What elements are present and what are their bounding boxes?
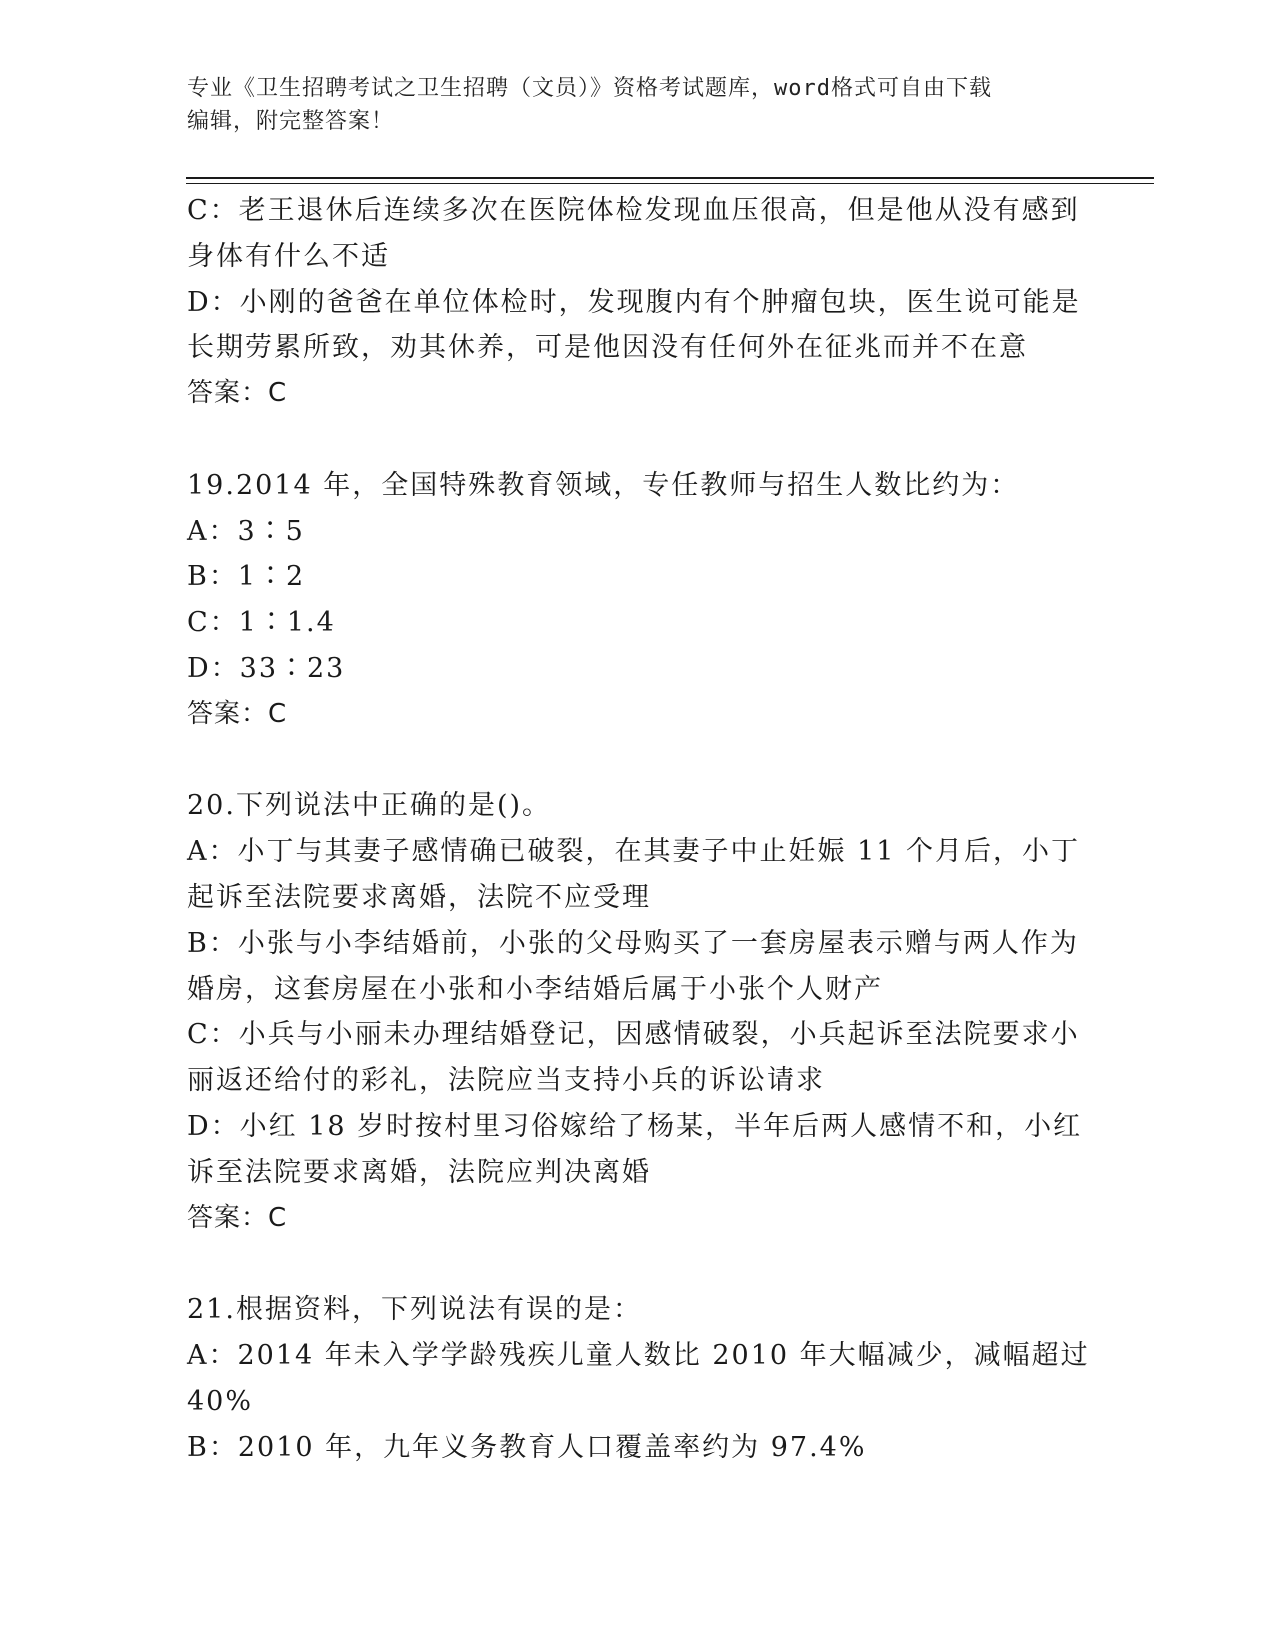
header-line-1: 专业《卫生招聘考试之卫生招聘（文员）》资格考试题库，word格式可自由下载 (187, 76, 992, 101)
option-a-line-2: 起诉至法院要求离婚，法院不应受理 (187, 881, 651, 913)
question-stem: 21.根据资料，下列说法有误的是： (187, 1294, 642, 1326)
answer-line: 答案：C (187, 698, 288, 729)
spacer (187, 417, 1087, 463)
option-d-line-1: D：小刚的爸爸在单位体检时，发现腹内有个肿瘤包块，医生说可能是 (187, 286, 1081, 318)
option-d-line-1: D：小红 18 岁时按村里习俗嫁给了杨某，半年后两人感情不和，小红 (187, 1110, 1083, 1142)
header-line-2: 编辑，附完整答案！ (187, 109, 395, 134)
option-d: D：33∶23 (187, 652, 346, 684)
question-block (187, 188, 1087, 417)
question-stem: 20.下列说法中正确的是()。 (187, 790, 552, 822)
option-c-line-2: 身体有什么不适 (187, 240, 390, 272)
option-a-line-2: 40% (187, 1385, 254, 1417)
option-b-line-2: 婚房，这套房屋在小张和小李结婚后属于小张个人财产 (187, 973, 883, 1005)
option-d-line-2: 长期劳累所致，劝其休养，可是他因没有任何外在征兆而并不在意 (187, 332, 1028, 364)
option-a: A：3∶5 (187, 515, 305, 547)
option-d-line-2: 诉至法院要求离婚，法院应判决离婚 (187, 1156, 651, 1188)
spacer (187, 1241, 1087, 1287)
option-b: B：2010 年，九年义务教育人口覆盖率约为 97.4% (187, 1431, 867, 1463)
option-c-line-1: C：小兵与小丽未办理结婚登记，因感情破裂，小兵起诉至法院要求小 (187, 1019, 1080, 1051)
option-b: B：1∶2 (187, 561, 306, 593)
question-block (187, 1287, 1090, 1470)
document-header (187, 72, 1067, 138)
option-b-line-1: B：小张与小李结婚前，小张的父母购买了一套房屋表示赠与两人作为 (187, 927, 1079, 959)
option-c-line-2: 丽返还给付的彩礼，法院应当支持小兵的诉讼请求 (187, 1065, 825, 1097)
spacer (187, 738, 1087, 784)
header-divider-thin (186, 183, 1154, 184)
question-list (187, 188, 1090, 1470)
answer-line: 答案：C (187, 1202, 288, 1233)
header-divider-thick (186, 177, 1154, 179)
option-c: C：1∶1.4 (187, 607, 336, 639)
question-stem: 19.2014 年，全国特殊教育领域，专任教师与招生人数比约为： (187, 469, 1020, 501)
answer-line: 答案：C (187, 378, 288, 409)
option-a-line-1: A：小丁与其妻子感情确已破裂，在其妻子中止妊娠 11 个月后，小丁 (187, 836, 1081, 868)
option-a-line-1: A：2014 年未入学学龄残疾儿童人数比 2010 年大幅减少，减幅超过 (187, 1339, 1090, 1371)
question-block (187, 463, 1087, 738)
question-block (187, 783, 1087, 1241)
option-c-line-1: C：老王退休后连续多次在医院体检发现血压很高，但是他从没有感到 (187, 195, 1080, 226)
